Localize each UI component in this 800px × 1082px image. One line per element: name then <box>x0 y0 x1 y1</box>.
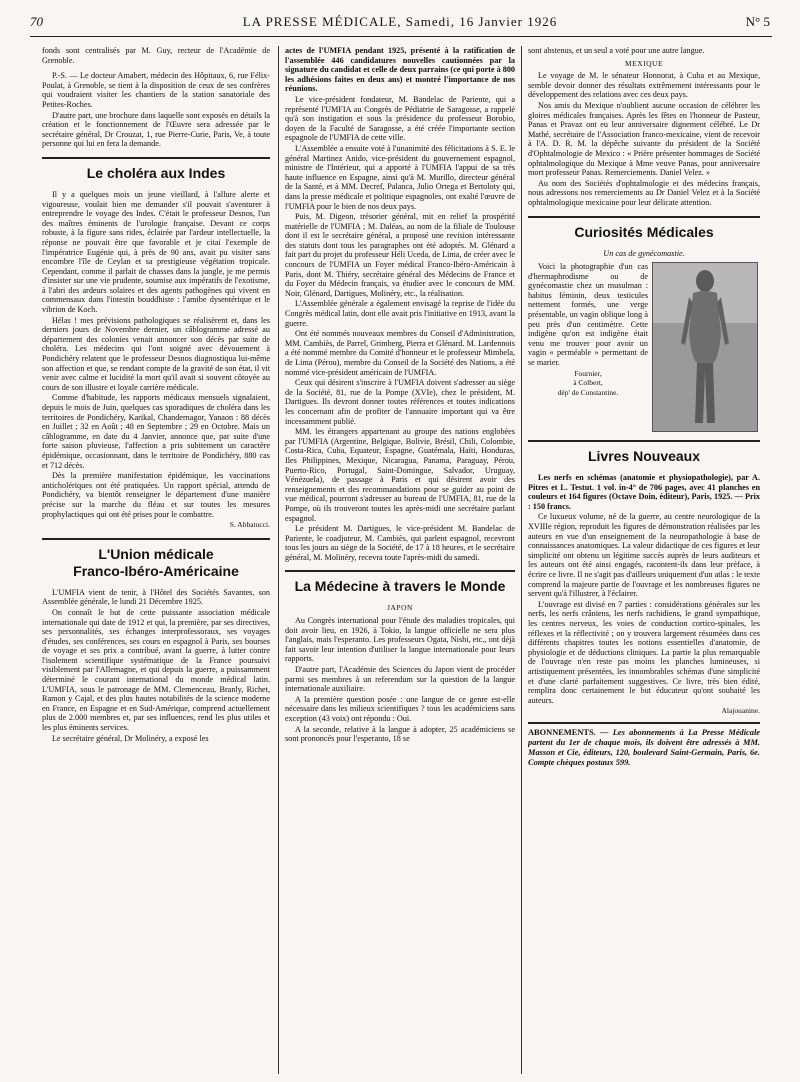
signature: Alajouanine. <box>721 706 760 716</box>
column-divider <box>278 46 279 1074</box>
subheading-mexique: MEXIQUE <box>624 58 664 68</box>
paragraph: Nos amis du Mexique n'oublient aucune occasion de célébrer les gloires médicales françaises. Après les fêtes en l'honneur de Pasteur, Panas et Pravaz ont eu leur anniversaire dignement célébré. Le Dr Mathé, secrétaire de l'Association franco-mexicaine, vient de recevoir à l'A. D. R. M. la dépêche suivante du président de la Société d'Ophtalmologie de Mexico : « Prière présenter hommages de Société ophtalmologique du Mexique à Mme veuve Panas, pour anniversaire mort professeur Panas. Remerciements. Daniel Velez. » <box>528 100 760 178</box>
paragraph: L'UMFIA vient de tenir, à l'Hôtel des Sociétés Savantes, son Assemblée générale, le lundi 21 Décembre 1925. <box>42 587 270 607</box>
section-rule <box>528 440 760 442</box>
title-line: Franco-Ibéro-Américaine <box>73 562 239 579</box>
section-rule <box>528 216 760 218</box>
page-header <box>30 10 770 32</box>
patient-photograph <box>652 262 758 432</box>
paragraph: D'autre part, l'Académie des Sciences du Japon vient de procéder parmi ses membres à un referendum sur la question de la langue internationale auxiliaire. <box>285 665 515 694</box>
paragraph: Ce luxueux volume, né de la guerre, au centre neurologique de la XVIIIe région, reproduit les figures de démonstration réalisées par les auteurs en vue d'un enseignement de la neuropathologie à base de connaissances anatomiques. La valeur didactique de ces figures et leur simplicité ont obtenu un légitime succès auprès de leurs auditeurs et les auteurs ont été ainsi engagés, racontent-ils dans leur préface, à écrire ce livre. Il ne s'agit pas d'ailleurs uniquement d'un atlas : le texte comprend la majeure partie de l'ouvrage et les nombreuses figures ne servent qu'à l'illustrer, à l'éclairer. <box>528 512 760 599</box>
page-number: 70 <box>30 14 43 29</box>
paragraph: L'Assemblée a ensuite voté à l'unanimité des félicitations à S. E. le général Martinez Anido, vice-président du gouvernement espagnol, ministre de l'Intérieur, qui a apporté à l'UMFIA l'appui de sa très haute influence en Espagne, ainsi qu'à M. Murillo, directeur général de la Santé, et à MM. Decref, Palanca, Julio Ortega et Bertoloty qui, dans la presse médicale et politique espagnoles, ont exalté l'œuvre de l'UMFIA pour le bien de nos deux pays. <box>285 143 515 211</box>
column-divider <box>521 46 522 1074</box>
subscriptions-notice <box>528 722 760 768</box>
paragraph: Dès la première manifestation épidémique, les vaccinations anticholériques ont été pratiquées. Un rapport spécial, attendu de Pondichéry, va bientôt renseigner le département d'une manière précise sur la marche du fléau et sur toutes les mesures prophylactiques qui ont été prises pour le combattre. <box>42 471 270 519</box>
signature-place: à Colbert, <box>573 378 603 388</box>
paragraph: MM. les étrangers appartenant au groupe des nations englobées par l'UMFIA (Argentine, Belgique, Bolivie, Brésil, Chili, Colombie, Costa-Rica, Cuba, Equateur, Espagne, Guatémala, Haïti, Honduras, Iles Philippines, Mexique, Nicaragua, Panama, Paraguay, Pérou, Puerto-Rico, Portugal, Saint-Domingue, Salvador, Uruguay, Vénézuela), de passage à Paris et qui désirent avoir des renseignements et des recommandations pour se guider au point de vue médical, pourront s'adresser au bureau de l'UMFIA, 81, rue de la Pompe, où ils trouveront toutes les après-midi une secrétaire parlant espagnol. <box>285 427 515 523</box>
paragraph: L'ouvrage est divisé en 7 parties : considérations générales sur les nerfs, les nerfs crâniens, les nerfs rachidiens, le grand sympathique, les centres nerveux, les voies de conduction cortico-spinales, les réflexes et la réflectivité ; on y trouvera largement résumées dans ces différents chapitres toutes les notions essentielles d'anatomie, de physiologie et de déductions cliniques. La partie la plus remarquable de l'ouvrage n'en reste pas moins les planches lumineuses, si artistiquement présentées, les innombrables schémas d'une simplicité et d'une clarté parfaitement suggestives. Ce livre, très bien édité, remplira donc certainement le but éducateur qu'ont souhaité les auteurs. <box>528 599 760 705</box>
subscriptions-label: ABONNEMENTS. — <box>528 727 609 737</box>
column-3 <box>528 46 760 1074</box>
paragraph: Ceux qui désirent s'inscrire à l'UMFIA doivent s'adresser au siège de la Société, 81, rue de la Pompe (XVIe), chez le président, M. Dartigues. Ils devront donner toutes références et toutes indications les concernant afin de profiter de l'annuaire important qui va être incessamment publié. <box>285 378 515 426</box>
title-line: L'Union médicale <box>98 545 214 562</box>
paragraph: A la première question posée : une langue de ce genre est-elle nécessaire dans les milieux scientifiques ? tous les académiciens sans exception (43 voix) ont répondu : Oui. <box>285 694 515 723</box>
section-rule <box>285 570 515 572</box>
paragraph: Voici la photographie d'un cas d'hermaphrodisme ou de gynécomastie chez un musulman : habitus féminin, deux testicules nettement formés, une verge présentable, un vagin oblique long à peu près d'un centimètre. Cette indigène qu'on est indigène était venu me trouver pour avoir un vagin « perméable » permettant de se marier. <box>528 262 648 368</box>
paragraph: A la seconde, relative à la langue à adopter, 25 académiciens se sont prononcés pour l'esperanto, 18 se <box>285 724 515 744</box>
column-2 <box>285 46 515 1074</box>
paragraph: L'Assemblée générale a également envisagé la reprise de l'idée du Congrès médical latin, dont elle avait pris l'initiative en 1913, avant la guerre. <box>285 299 515 328</box>
paragraph: sont abstenus, et un seul a voté pour une autre langue. <box>528 46 705 55</box>
paragraph: Le voyage de M. le sénateur Honnorat, à Cuba et au Mexique, semble devoir donner des résultats extrêmement intéressants pour le développement des relations avec ces deux pays. <box>528 71 760 100</box>
paragraph: fonds sont centralisés par M. Guy, recteur de l'Académie de Grenoble. <box>42 46 270 65</box>
paragraph: Puis, M. Digeon, trésorier général, mit en relief la prospérité matérielle de l'UMFIA ; M. Daléas, au nom de la filiale de Toulouse dont il est le secrétaire général, a proposé une revision intéressante des statuts dont tous les paragraphes ont été adoptés. M. Glénard a fait part du projet du professeur Héli Uceda, de Lima, de créer avec le concours de l'UMFIA un Foyer médical Franco-Ibéro-Américain à Paris, dont M. Thiéry, secrétaire général des Médecins de France et du Foyer du Médecin français, va étudier avec le concours de MM. Noir, Glénard, Dartigues, Molinéry, etc., la réalisation. <box>285 212 515 298</box>
signature-name: Fournier, <box>574 368 602 378</box>
figure-text <box>528 262 648 432</box>
paragraph: D'autre part, une brochure dans laquelle sont exposés en détails la création et le fonctionnement de l'Œuvre sera adressée par le secrétaire général, Dr Crouzat, 1, rue Pierre-Curie, Paris, Ve, à toute personne qui lui en fera la demande. <box>42 110 270 149</box>
section-rule <box>42 157 270 159</box>
article-title-umfia <box>42 546 270 580</box>
book-reference: Les nerfs en schémas (anatomie et physiopathologie), par A. Pitres et L. Testut. 1 vol. in-4° de 706 pages, avec 41 planches en couleurs et 164 figures (Octave Doin, éditeur), Paris, 1925. — Prix : 150 francs. <box>528 473 760 511</box>
paragraph: Hélas ! mes prévisions pathologiques se réalisèrent et, dans les derniers jours de Novembre dernier, un câblogramme adressé au département des colonies venait annoncer son décès par suite de choléra. Les médecins qui l'ont soigné avec dévouement à Pondichéry relatent que le professeur Desnos diagnostiqua lui-même son affection et que, se rendant compte de la gravité de son état, il vit venir avec calme et lucidité la mort qu'il avait si souvent côtoyée au cours de son illustre et loyale carrière médicale. <box>42 315 270 392</box>
signature <box>528 369 648 398</box>
paragraph: Ont été nommés nouveaux membres du Conseil d'Administration, MM. Cambiès, de Parrel, Grimberg, Pierra et Glénard. M. Lardennois a été nommé membre du Comité d'honneur et le professeur Mimbela, de Lima (Pérou), membre du Conseil de la Société des Nations, a été nommé vice-président américain de l'UMFIA. <box>285 329 515 377</box>
subheading-japon: JAPON <box>387 603 413 613</box>
issue-number: N° 5 <box>745 14 770 29</box>
column-1 <box>42 46 270 1074</box>
figure-block <box>528 262 760 432</box>
paragraph: Le président M. Dartigues, le vice-président M. Bandelac de Pariente, le coadjuteur, M. Cambiès, qui parlent espagnol, recevront tous les jours au siège de la Société, de 17 à 18 heures, et le secrétaire général, M. Molinéry, recevra toute l'après-midi du samedi. <box>285 524 515 562</box>
journal-title: LA PRESSE MÉDICALE, Samedi, 16 Janvier 1926 <box>242 14 558 29</box>
paragraph: Au nom des Sociétés d'ophtalmologie et des médecins français, nous adressons nos remerciements au Dr Daniel Velez et à la Société ophtalmologique mexicaine pour leur délicate attention. <box>528 178 760 207</box>
paragraph: P.-S. — Le docteur Amabert, médecin des Hôpitaux, 6, rue Félix-Poulat, à Grenoble, se tient à la disposition de ceux de ses confrères qui voudraient visiter les chantiers de la station sanatoriale des Petites-Roches. <box>42 71 270 109</box>
header-rule <box>30 36 772 37</box>
section-rule <box>42 538 270 540</box>
article-subtitle: Un cas de gynécomastie. <box>603 248 685 258</box>
subscriptions-text: Les abonnements à La Presse Médicale partent du 1er de chaque mois, ils doivent être adressés à MM. Masson et Cie, éditeurs, 120, boulevard Saint-Germain, Paris, 6e. Compte chèques postaux 599. <box>528 727 760 767</box>
paragraph: Au Congrès international pour l'étude des maladies tropicales, qui doit avoir lieu, en 1926, à Tokio, la langue officielle ne sera plus l'anglais, mais l'esperanto. Les professeurs Ogata, Nishi, etc., ont déjà fait savoir leur intention d'utiliser la langue internationale pour leurs rapports. <box>285 616 515 664</box>
paragraph: On connaît le but de cette puissante association médicale internationale qui date de 1912 et qui, la première, par ses directives, ses personnalités, ses échanges interprofessoraux, ses voyages d'études, ses conférences, ses cours en espagnol à Paris, ses bourses de voyage et ses prix a contribué, avant la guerre, à lutter contre l'isolement scientifique systématique de la France poursuivi visiblement par l'Allemagne, et qui depuis la guerre, a puissamment déterminé le courant international du monde médical latin. L'UMFIA, sous le patronage de MM. Clemenceau, Branly, Richet, Ramon y Cajal, et des plus hautes notabilités de la science moderne en France, en Espagne et en Sud-Amérique, comprend actuellement plus de 2.000 membres et, par ses influences, rend les plus utiles et les plus éminents services. <box>42 607 270 733</box>
paragraph: Le secrétaire général, Dr Molinéry, a exposé les <box>52 733 209 743</box>
photo-figure <box>653 263 757 431</box>
paragraph: Comme d'habitude, les rapports médicaux mensuels signalaient, depuis le mois de Juin, quelques cas sporadiques de choléra dans les territoires de Pondichéry, Karikal, Chandernagor, Yanaon : 88 décès en Juillet ; 32 en Août ; 48 en Septembre ; 29 en Octobre. Mais un câblogramme, en date du 4 Janvier, annonce que, par suite d'une forte saison pluvieuse, l'affection a pris subitement un caractère épidémique, occasionnant, dans le territoire de Pondichéry, 880 cas et 712 décès. <box>42 393 270 470</box>
paragraph: Il y a quelques mois un jeune vieillard, à l'allure alerte et vigoureuse, voulait bien me demander s'il pouvait s'aventurer à entreprendre le voyage des Indes. C'était le professeur Desnos, l'un des maîtres éminents de l'urologie française. Devant ce corps robuste, à la figure sans rides, éclairée par l'ardeur intellectuelle, la réponse ne pouvait être que favorable et je citai l'exemple de l'impératrice Eugénie qui, à près de 90 ans, avait pu visiter sans encombre l'île de Ceylan et sa prestigieuse végétation tropicale. Cependant, comme il parlait de chasses dans la jungle, je me permis d'insister sur une vie prudente, soumise aux impératifs de l'exotisme, à l'abri des ardeurs solaires et des agents pathogènes qui vivent en commensaux dans l'intestin bouddhiste : l'amibe dysentérique et le vibrion de Koch. <box>42 189 270 315</box>
paragraph: Le vice-président fondateur, M. Bandelac de Pariente, qui a représenté l'UMFIA au Congrès de Pédiatrie de Saragosse, a rappelé qu'à son instigation et sous la présidence du professeur Borobio, doyen de la Faculté de Saragosse, a été créée l'importante section espagnole de l'UMFIA de cette ville. <box>285 94 515 143</box>
paragraph: actes de l'UMFIA pendant 1925, présenté à la ratification de l'assemblée 446 candidatures nouvelles cautionnées par la signature du candidat et celle de deux parrains (ce qui porte à 800 les adhésions faites en deux ans) et montré l'importance de nos réunions. <box>285 46 515 94</box>
article-title-curiosites: Curiosités Médicales <box>574 223 714 240</box>
signature-region: dép' de Constantine. <box>557 387 619 397</box>
article-title-cholera: Le choléra aux Indes <box>86 164 226 181</box>
signature: S. Abbatucci. <box>229 520 270 530</box>
article-title-monde: La Médecine à travers le Monde <box>294 578 506 595</box>
article-title-livres: Livres Nouveaux <box>587 448 701 465</box>
